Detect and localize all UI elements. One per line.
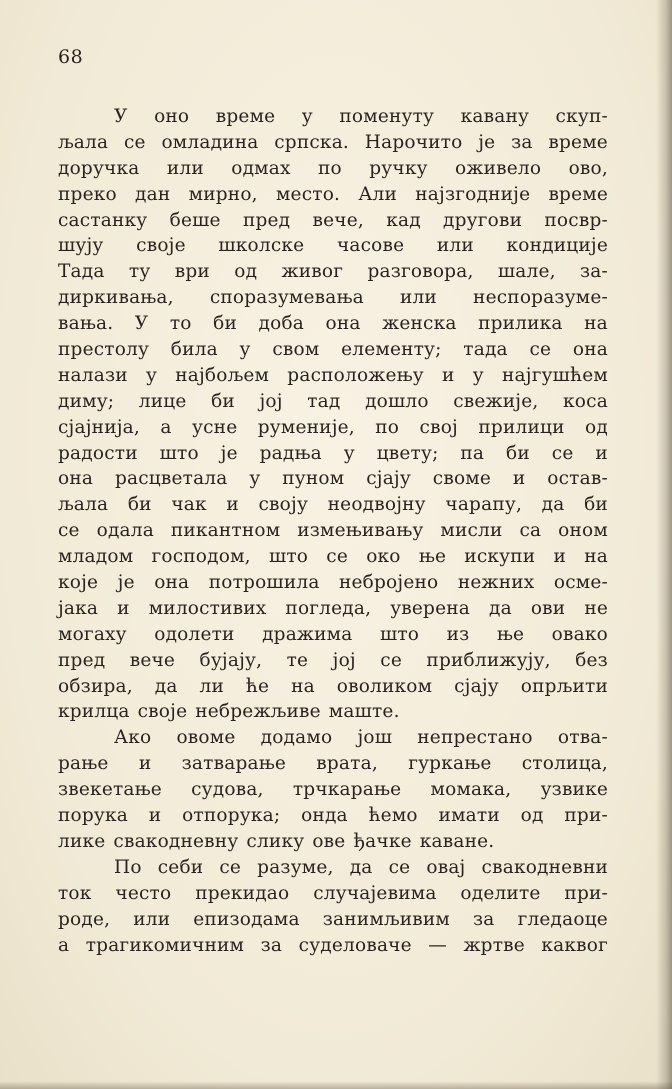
- word: од: [520, 805, 544, 827]
- word: при-: [564, 882, 608, 904]
- word: се: [219, 856, 242, 878]
- word: милостивих: [148, 597, 267, 619]
- word: ври: [174, 261, 210, 283]
- word: оживело: [455, 157, 542, 179]
- word: непрестано: [417, 727, 533, 749]
- word: По: [114, 856, 142, 878]
- word: елементу;: [341, 339, 442, 361]
- word: беше: [169, 209, 221, 231]
- word: лике: [58, 830, 106, 852]
- word: господом,: [151, 546, 251, 568]
- word: још: [357, 727, 393, 749]
- word: столица,: [521, 753, 608, 775]
- text-line: [58, 337, 608, 363]
- word: мирно,: [188, 183, 258, 205]
- word: уверена: [390, 597, 470, 619]
- word: време: [548, 183, 608, 205]
- word: диркивања,: [58, 287, 174, 309]
- word: своје: [137, 701, 188, 723]
- word: порука: [58, 805, 128, 827]
- word: пуном: [282, 468, 345, 490]
- word: оделите: [460, 882, 541, 904]
- word: роде,: [58, 908, 111, 930]
- word: она: [58, 468, 94, 490]
- word: по: [318, 157, 342, 179]
- word: прилика: [478, 313, 563, 335]
- word: и: [138, 753, 152, 775]
- word: свој: [419, 416, 458, 438]
- word: најзгодније: [415, 183, 531, 205]
- word: женска: [382, 313, 457, 335]
- text-line: [58, 311, 608, 337]
- word: трагикомичним: [85, 934, 245, 956]
- word: кавану: [460, 106, 530, 127]
- text-line: [58, 907, 608, 933]
- word: —: [428, 934, 447, 956]
- word: опрљити: [520, 675, 608, 697]
- word: потрошила: [208, 572, 320, 594]
- word: свакодневни: [481, 856, 608, 878]
- word: случајевима: [313, 882, 437, 904]
- word: би: [211, 390, 235, 412]
- text-line: [58, 881, 608, 907]
- word: чак: [171, 494, 207, 516]
- word: ће: [245, 675, 270, 697]
- word: око: [366, 546, 401, 568]
- page-bottom-edge: [0, 1081, 672, 1089]
- word: вече: [129, 649, 176, 671]
- word: своје: [136, 235, 186, 257]
- word: своју: [258, 494, 309, 516]
- word: мисли: [440, 520, 503, 542]
- text-line: [58, 855, 608, 881]
- word: маште.: [328, 701, 400, 723]
- word: се: [388, 856, 411, 878]
- word: одмах: [231, 157, 291, 179]
- word: имати: [438, 805, 500, 827]
- word: да: [541, 494, 565, 516]
- word: за: [473, 908, 495, 930]
- word: могаху: [58, 623, 127, 645]
- word: небрежљиве: [195, 701, 321, 723]
- word: скуп-: [555, 106, 608, 127]
- word: рање: [58, 753, 109, 775]
- word: расцветала: [114, 468, 228, 490]
- word: радости: [58, 442, 138, 464]
- word: прекидао: [195, 882, 290, 904]
- text-line: [58, 182, 608, 208]
- word: Али: [358, 183, 398, 205]
- word: и: [117, 597, 130, 619]
- word: небројено: [339, 572, 439, 594]
- word: ток: [58, 882, 92, 904]
- word: занимљивим: [322, 908, 450, 930]
- word: овако: [551, 623, 608, 645]
- word: вања.: [58, 313, 114, 335]
- text-line: [58, 933, 608, 959]
- word: своме: [432, 468, 492, 490]
- word: крилца: [58, 701, 130, 723]
- word: је: [478, 131, 496, 153]
- word: погледа,: [285, 597, 372, 619]
- text-line: [58, 725, 608, 751]
- word: би: [213, 313, 238, 335]
- word: најбољем: [175, 364, 270, 386]
- word: би: [584, 494, 608, 516]
- text-line: [58, 415, 608, 441]
- word: за: [511, 131, 533, 153]
- word: љала: [58, 131, 109, 153]
- word: свакодневну: [113, 830, 239, 852]
- word: у: [145, 364, 158, 386]
- word: сјајнија,: [58, 416, 140, 438]
- word: гуркање: [408, 753, 492, 775]
- word: сјају: [454, 675, 499, 697]
- word: диму;: [58, 390, 115, 412]
- word: руменије,: [257, 416, 355, 438]
- word: по: [375, 416, 400, 438]
- word: и: [148, 805, 162, 827]
- text-line: [58, 648, 608, 674]
- word: у: [249, 468, 261, 490]
- word: овај: [426, 856, 466, 878]
- word: у: [472, 364, 484, 386]
- word: додамо: [260, 727, 333, 749]
- word: свежије,: [453, 390, 539, 412]
- word: себи: [157, 856, 204, 878]
- page-number: 68: [58, 46, 84, 68]
- word: оно: [154, 106, 190, 127]
- text-line: [58, 130, 608, 156]
- word: што: [379, 623, 420, 645]
- text-line: [58, 622, 608, 648]
- word: се: [123, 131, 146, 153]
- word: на: [584, 546, 608, 568]
- word: за: [260, 934, 283, 956]
- text-line: [58, 208, 608, 234]
- word: време: [548, 131, 608, 153]
- word: Тада: [58, 261, 105, 283]
- word: измењивању: [297, 520, 424, 542]
- word: слику: [246, 830, 305, 852]
- text-line: [58, 751, 608, 777]
- word: тад: [307, 390, 341, 412]
- word: пред: [58, 649, 106, 671]
- word: престолу: [58, 339, 150, 361]
- text-line: [58, 285, 608, 311]
- word: за-: [579, 261, 608, 283]
- word: ли: [199, 675, 224, 697]
- word: отва-: [557, 727, 608, 749]
- word: суделоваче: [298, 934, 412, 956]
- word: у: [239, 339, 251, 361]
- word: пикантном: [170, 520, 281, 542]
- word: свом: [272, 339, 320, 361]
- word: каване.: [419, 830, 495, 852]
- text-line: [58, 363, 608, 389]
- word: врата,: [316, 753, 378, 775]
- text-line: [58, 829, 608, 855]
- word: коса: [563, 390, 608, 412]
- word: неспоразуме-: [473, 287, 608, 309]
- word: одолети: [154, 623, 235, 645]
- word: жртве: [463, 934, 525, 956]
- word: младом: [58, 546, 134, 568]
- word: време: [215, 106, 276, 127]
- word: што: [159, 442, 199, 464]
- text-line: [58, 156, 608, 182]
- word: тада: [463, 339, 508, 361]
- word: и: [226, 494, 239, 516]
- word: српска.: [274, 131, 350, 153]
- word: била: [170, 339, 218, 361]
- word: епизодама: [193, 908, 300, 930]
- text-line: [58, 466, 608, 492]
- word: У: [134, 313, 149, 335]
- word: на: [584, 313, 608, 335]
- word: се: [326, 546, 349, 568]
- word: оволиком: [336, 675, 433, 697]
- text-line: [58, 104, 608, 130]
- word: она: [572, 339, 608, 361]
- word: често: [115, 882, 172, 904]
- word: доручка: [58, 157, 140, 179]
- word: Ако: [114, 727, 152, 749]
- word: па: [460, 442, 485, 464]
- word: расположењу: [287, 364, 424, 386]
- word: чарапу,: [445, 494, 523, 516]
- word: кондиције: [506, 235, 608, 257]
- word: ручку: [369, 157, 428, 179]
- word: искупи: [464, 546, 536, 568]
- word: љала: [58, 494, 109, 516]
- word: ње: [496, 623, 525, 645]
- text-line: [58, 441, 608, 467]
- word: се: [551, 442, 574, 464]
- text-line: [58, 699, 608, 725]
- text-line: [58, 389, 608, 415]
- word: она: [325, 313, 361, 335]
- word: дошло: [365, 390, 429, 412]
- word: и: [553, 546, 567, 568]
- word: је: [220, 442, 238, 464]
- word: Нарочито: [364, 131, 463, 153]
- word: или: [436, 235, 474, 257]
- word: кад: [386, 209, 421, 231]
- word: У: [114, 106, 128, 127]
- word: се: [58, 520, 80, 542]
- word: што: [268, 546, 309, 568]
- word: да: [349, 856, 373, 878]
- word: налази: [58, 364, 128, 386]
- text-line: [58, 233, 608, 259]
- word: часове: [336, 235, 405, 257]
- word: ђачке: [353, 830, 412, 852]
- word: и: [442, 364, 455, 386]
- word: каквог: [541, 934, 608, 956]
- word: без: [575, 649, 608, 671]
- word: јој: [332, 649, 356, 671]
- word: нежних: [457, 572, 535, 594]
- word: школске: [218, 235, 305, 257]
- word: да: [154, 675, 178, 697]
- word: те: [286, 649, 309, 671]
- word: се: [529, 339, 552, 361]
- word: то: [169, 313, 192, 335]
- text-line: [58, 518, 608, 544]
- word: се: [380, 649, 402, 671]
- text-line: [58, 674, 608, 700]
- word: узвике: [540, 779, 608, 801]
- word: је: [117, 572, 135, 594]
- word: и: [512, 468, 526, 490]
- word: место.: [275, 183, 341, 205]
- word: пред: [242, 209, 291, 231]
- word: и: [595, 442, 608, 464]
- text-line: [58, 492, 608, 518]
- word: а: [160, 416, 172, 438]
- word: састанку: [58, 209, 148, 231]
- word: поменуту: [339, 106, 435, 127]
- word: приближују,: [426, 649, 551, 671]
- word: ње: [418, 546, 447, 568]
- text-line: [58, 777, 608, 803]
- word: осме-: [553, 572, 608, 594]
- word: онда: [301, 805, 348, 827]
- word: гледаоце: [517, 908, 608, 930]
- word: прилици: [478, 416, 565, 438]
- word: радња: [259, 442, 322, 464]
- word: из: [446, 623, 470, 645]
- word: она: [154, 572, 190, 594]
- text-line: [58, 259, 608, 285]
- word: преко: [58, 183, 117, 205]
- word: да: [489, 597, 512, 619]
- word: омладина: [161, 131, 259, 153]
- word: разговора,: [367, 261, 474, 283]
- word: неодвојну: [327, 494, 426, 516]
- word: усне: [192, 416, 238, 438]
- word: сјају: [366, 468, 411, 490]
- word: дражима: [262, 623, 353, 645]
- word: овоме: [176, 727, 236, 749]
- word: би: [506, 442, 530, 464]
- word: у: [343, 442, 355, 464]
- word: доба: [258, 313, 305, 335]
- word: судова,: [191, 779, 264, 801]
- word: или: [399, 287, 437, 309]
- word: лице: [138, 390, 187, 412]
- text-line: [58, 544, 608, 570]
- word: шале,: [497, 261, 556, 283]
- text-line: [58, 596, 608, 622]
- word: посвр-: [544, 209, 608, 231]
- word: споразумевања: [209, 287, 364, 309]
- word: дан: [135, 183, 171, 205]
- word: трчкарање: [292, 779, 402, 801]
- body-text: [58, 104, 608, 958]
- page-spine-shadow: [656, 0, 672, 1089]
- word: ове: [312, 830, 346, 852]
- word: бујају,: [199, 649, 263, 671]
- word: које: [58, 572, 99, 594]
- word: на: [291, 675, 315, 697]
- word: или: [133, 908, 171, 930]
- word: или: [166, 157, 204, 179]
- text-line: [58, 803, 608, 829]
- word: другови: [443, 209, 523, 231]
- word: најгушћем: [502, 364, 608, 386]
- word: а: [58, 934, 70, 956]
- word: ово,: [568, 157, 608, 179]
- word: не: [584, 597, 608, 619]
- word: момака,: [430, 779, 512, 801]
- word: вече,: [312, 209, 364, 231]
- word: разуме,: [257, 856, 334, 878]
- word: од: [234, 261, 258, 283]
- word: обзира,: [58, 675, 133, 697]
- word: ови: [530, 597, 566, 619]
- word: од: [585, 416, 608, 438]
- word: звекетање: [58, 779, 162, 801]
- word: ћемо: [368, 805, 418, 827]
- word: у: [301, 106, 313, 127]
- word: живог: [281, 261, 344, 283]
- word: ту: [128, 261, 151, 283]
- word: при-: [564, 805, 608, 827]
- word: шују: [58, 235, 104, 257]
- word: остав-: [547, 468, 608, 490]
- word: јака: [58, 597, 99, 619]
- word: јој: [259, 390, 283, 412]
- word: отпорука;: [182, 805, 281, 827]
- word: оном: [558, 520, 608, 542]
- word: цвету;: [376, 442, 439, 464]
- word: са: [519, 520, 542, 542]
- word: одала: [96, 520, 154, 542]
- word: би: [127, 494, 152, 516]
- text-line: [58, 570, 608, 596]
- word: затварање: [181, 753, 286, 775]
